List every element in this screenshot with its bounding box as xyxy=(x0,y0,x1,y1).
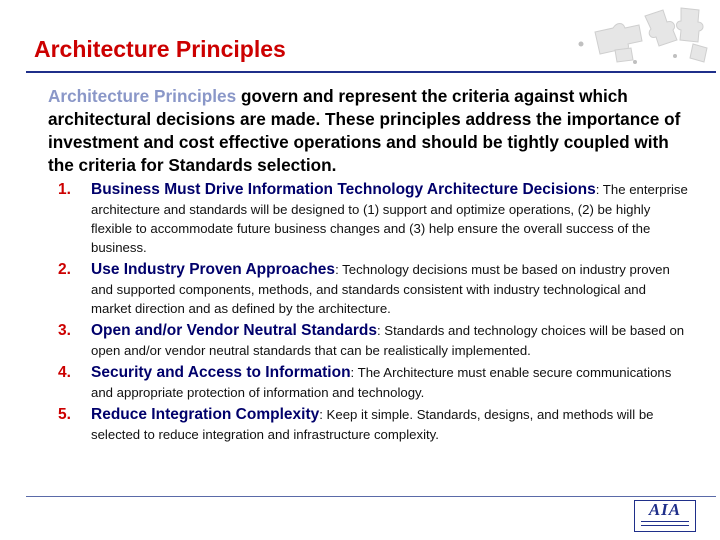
puzzle-pieces-icon xyxy=(575,4,715,66)
intro-highlight: Architecture Principles xyxy=(48,86,237,106)
item-number: 1. xyxy=(58,181,71,198)
page-title: Architecture Principles xyxy=(34,36,286,62)
item-number: 4. xyxy=(58,364,71,381)
list-item xyxy=(58,404,688,444)
item-description: : Standards and technology choices will be based on open and/or vendor neutral standards that can be realistically implemented. xyxy=(91,323,685,358)
item-number: 5. xyxy=(58,406,71,423)
title-divider xyxy=(26,71,716,73)
item-description: : Keep it simple. Standards, designs, and methods will be selected to reduce integration and infrastructure complexity. xyxy=(91,407,654,442)
item-description: : The enterprise architecture and standards will be designed to (1) support and optimize operations, (2) be highly flexible to accommodate future business changes and (3) help ensure the overall success of the business. xyxy=(91,182,688,255)
list-item xyxy=(58,179,688,257)
principles-list xyxy=(58,179,688,446)
intro-paragraph xyxy=(48,85,688,177)
item-heading: Business Must Drive Information Technology Architecture Decisions xyxy=(91,181,596,198)
item-heading: Security and Access to Information xyxy=(91,364,351,381)
intro-text: govern and represent the criteria against which architectural decisions are made. These principles address the importance of investment and cost effective operations and should be tightly coupled with the criteria for Standards selection. xyxy=(48,86,681,175)
item-number: 3. xyxy=(58,322,71,339)
item-description: : Technology decisions must be based on industry proven and supported components, methods, and standards consistent with industry technological and market direction and as defined by the architecture. xyxy=(91,262,670,316)
company-logo xyxy=(634,500,696,532)
item-number: 2. xyxy=(58,261,71,278)
list-item xyxy=(58,362,688,402)
item-description: : The Architecture must enable secure communications and appropriate protection of information and technology. xyxy=(91,365,672,400)
logo-underline xyxy=(641,521,689,526)
item-heading: Use Industry Proven Approaches xyxy=(91,261,336,278)
footer-divider xyxy=(26,496,716,497)
list-item xyxy=(58,320,688,360)
logo-mark: AIA xyxy=(648,500,682,519)
item-heading: Reduce Integration Complexity xyxy=(91,406,320,423)
list-item xyxy=(58,259,688,318)
item-heading: Open and/or Vendor Neutral Standards xyxy=(91,322,377,339)
